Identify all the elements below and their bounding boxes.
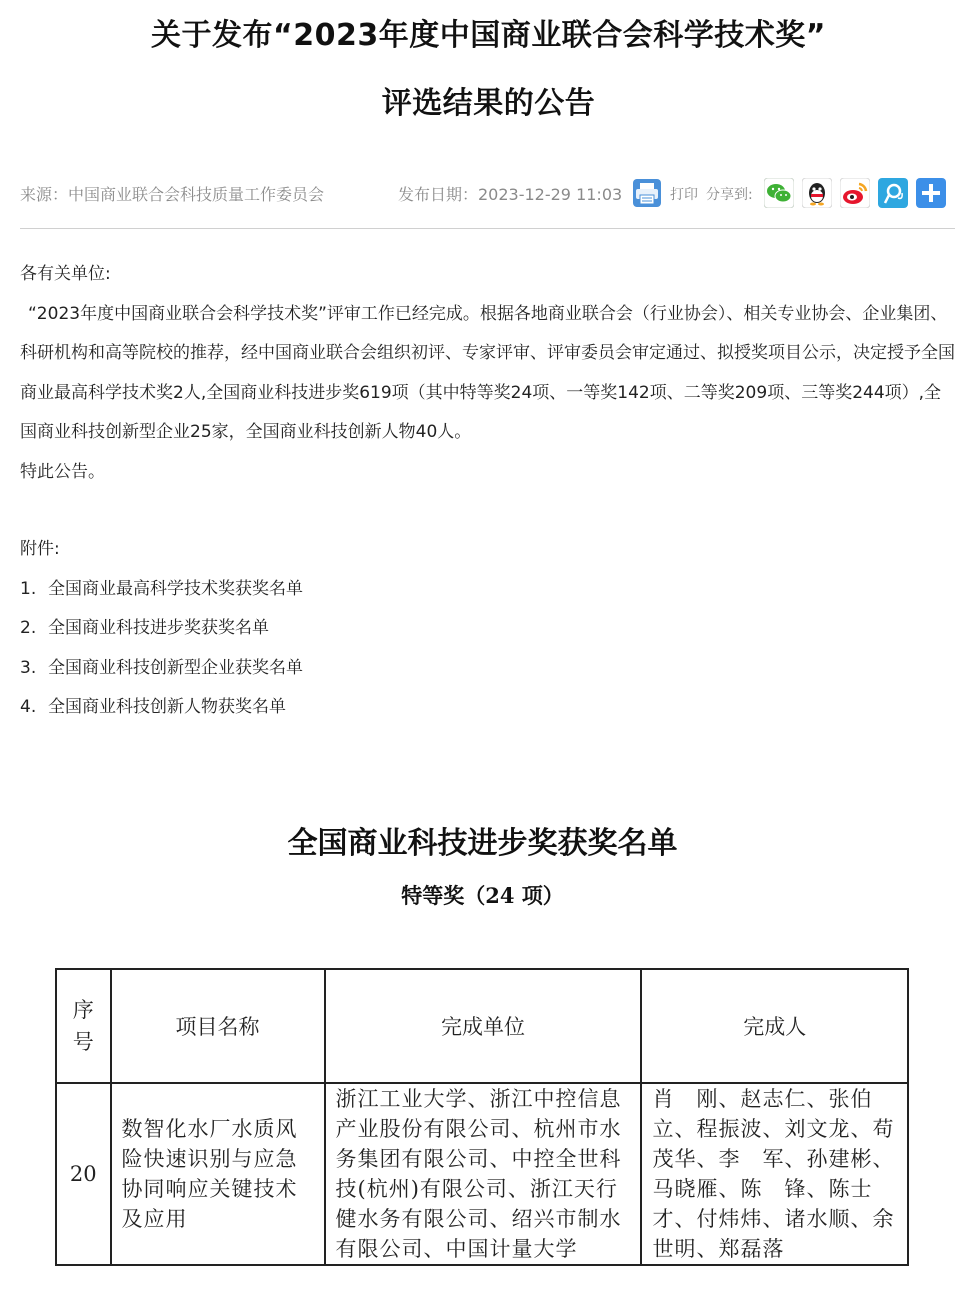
attachment-list bbox=[20, 530, 955, 728]
share-label: 分享到: bbox=[706, 187, 753, 203]
attachment-num: 1. bbox=[20, 578, 37, 599]
cell-people: 肖 刚、赵志仁、张伯立、程振波、刘文龙、苟茂华、李 军、孙建彬、马晓雁、陈 锋、陈士才、付炜炜、诸水顺、余世明、郑磊落 bbox=[641, 1083, 908, 1265]
page-title-line1: 关于发布“2023年度中国商业联合会科学技术奖” bbox=[151, 18, 826, 53]
notice-body bbox=[20, 255, 955, 492]
header-index bbox=[56, 969, 111, 1083]
header-index-label: 序号 bbox=[72, 998, 94, 1054]
attachment-link[interactable]: 全国商业科技进步奖获奖名单 bbox=[48, 618, 269, 638]
section-subtitle: 特等奖（24 项） bbox=[401, 883, 564, 908]
attachment-item[interactable] bbox=[20, 570, 955, 610]
publish-date: 发布日期：2023-12-29 11:03 bbox=[398, 185, 623, 204]
attachment-link[interactable]: 全国商业最高科学技术奖获奖名单 bbox=[48, 578, 303, 599]
notice-paragraph: “2023年度中国商业联合会科学技术奖”评审工作已经完成。根据各地商业联合会（行业协会）、相关专业协会、企业集团、科研机构和高等院校的推荐，经中国商业联合会组织初评、专家评审、评审委员会审定通过、拟授奖项目公示，决定授予全国商业最高科学技术奖2人,全国商业科技进步奖619项（其中特等奖24项、一等奖142项、二等奖209项、三等奖244项）,全国商业科技创新型企业25家，全国商业科技创新人物40人。 bbox=[20, 303, 955, 442]
qq-icon[interactable] bbox=[802, 178, 832, 208]
tencent-weibo-icon[interactable] bbox=[878, 178, 908, 208]
section-title: 全国商业科技进步奖获奖名单 bbox=[287, 826, 678, 861]
table-row bbox=[56, 1083, 908, 1265]
source-label: 来源：中国商业联合会科技质量工作委员会 bbox=[20, 185, 325, 204]
table-header-row bbox=[56, 969, 908, 1083]
attachment-item[interactable] bbox=[20, 609, 955, 649]
awards-table bbox=[55, 968, 909, 1266]
header-project-name: 项目名称 bbox=[111, 969, 325, 1083]
cell-index: 20 bbox=[56, 1083, 111, 1265]
attachment-num: 3. bbox=[20, 657, 37, 678]
attachment-item[interactable] bbox=[20, 649, 955, 689]
attachment-item[interactable] bbox=[20, 688, 955, 728]
header-people: 完成人 bbox=[641, 969, 908, 1083]
weibo-icon[interactable] bbox=[840, 178, 870, 208]
attachment-label: 附件: bbox=[20, 539, 60, 559]
attachment-link[interactable]: 全国商业科技创新人物获奖名单 bbox=[48, 697, 286, 717]
wechat-icon[interactable] bbox=[764, 178, 794, 208]
cell-organization: 浙江工业大学、浙江中控信息产业股份有限公司、杭州市水务集团有限公司、中控全世科技(杭州)有限公司、浙江天行健水务有限公司、绍兴市制水有限公司、中国计量大学 bbox=[325, 1083, 642, 1265]
closing-text: 特此公告。 bbox=[20, 461, 105, 482]
more-share-icon[interactable] bbox=[916, 178, 946, 208]
attachment-link[interactable]: 全国商业科技创新型企业获奖名单 bbox=[48, 657, 303, 678]
divider bbox=[20, 228, 955, 229]
page-title-line2: 评选结果的公告 bbox=[381, 86, 596, 121]
print-icon[interactable] bbox=[632, 178, 662, 208]
attachment-num: 2. bbox=[20, 618, 37, 638]
attachment-num: 4. bbox=[20, 697, 37, 717]
cell-project-name: 数智化水厂水质风险快速识别与应急协同响应关键技术及应用 bbox=[111, 1083, 325, 1265]
article-meta bbox=[20, 178, 960, 208]
header-organization: 完成单位 bbox=[325, 969, 642, 1083]
salutation: 各有关单位: bbox=[20, 264, 111, 284]
print-button[interactable]: 打印 bbox=[670, 187, 698, 203]
